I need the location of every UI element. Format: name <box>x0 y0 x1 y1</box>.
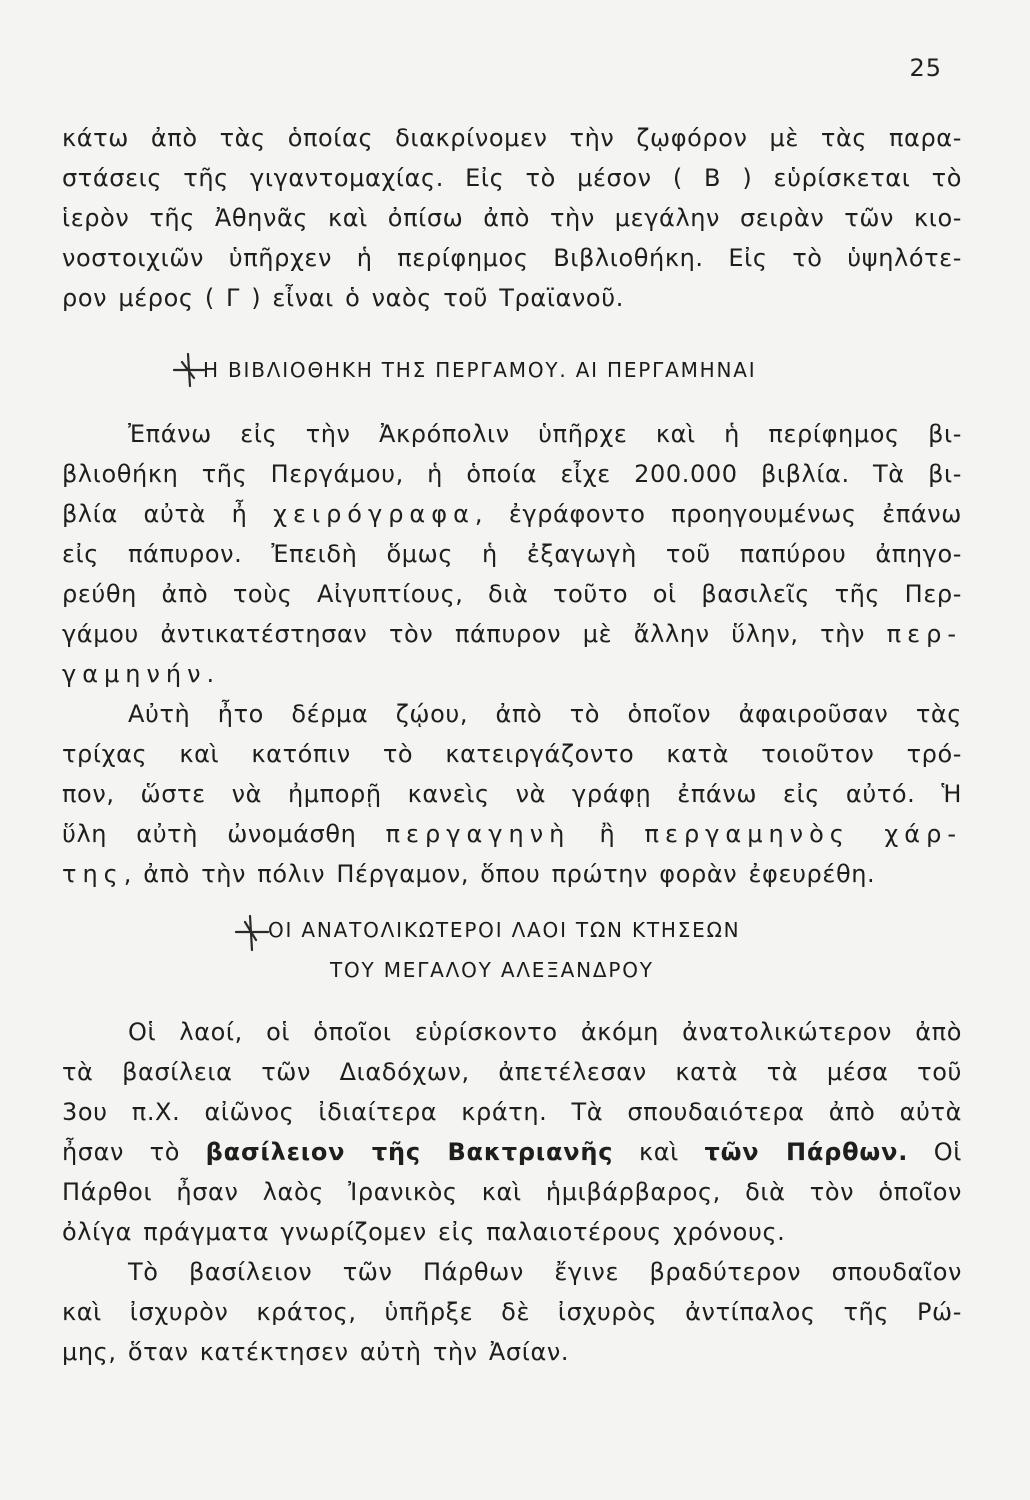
bold-term: τῶν Πάρθων. <box>704 1138 909 1166</box>
section-heading: ΤΟΥ ΜΕΓΑΛΟΥ ΑΛΕΞΑΝΔΡΟΥ <box>330 958 654 982</box>
text-line: νοστοιχιῶν ὑπῆρχεν ἡ περίφημος Βιβλιοθήκη. Εἰς τὸ ὑψηλότε- <box>62 244 962 272</box>
spaced-term: περγαγηνὴ <box>385 820 571 848</box>
text-line <box>62 856 962 892</box>
spaced-term: γαμηνήν <box>62 660 207 688</box>
text-line: Αὐτὴ ἦτο δέρμα ζῴου, ἀπὸ τὸ ὁποῖον ἀφαιροῦσαν τὰς <box>128 700 962 728</box>
text-run: . <box>206 660 215 688</box>
text-line: ρεύθη ἀπὸ τοὺς Αἰγυπτίους, διὰ τοῦτο οἱ βασιλεῖς τῆς Περ- <box>62 580 962 608</box>
text-run: βλία αὐτὰ ἦ <box>62 500 248 528</box>
text-run: ὕλη αὐτὴ ὠνομάσθη <box>62 820 357 848</box>
text-line <box>62 616 962 652</box>
section-heading: ΟΙ ΑΝΑΤΟΛΙΚΩΤΕΡΟΙ ΛΑΟΙ ΤΩΝ ΚΤΗΣΕΩΝ <box>268 918 741 942</box>
spaced-term: της <box>62 860 124 888</box>
text-run: Οἱ <box>933 1138 962 1166</box>
text-run: , ἐγράφοντο προηγουμένως ἐπάνω <box>474 500 962 528</box>
text-line: εἰς πάπυρον. Ἐπειδὴ ὅμως ἡ ἐξαγωγὴ τοῦ παπύρου ἀπηγο- <box>62 540 962 568</box>
text-line: κάτω ἀπὸ τὰς ὁποίας διακρίνομεν τὴν ζῳφόρον μὲ τὰς παρα- <box>62 124 962 152</box>
spaced-term: περγαμηνὸς χάρ- <box>644 820 963 848</box>
section-heading: Η ΒΙΒΛΙΟΘΗΚΗ ΤΗΣ ΠΕΡΓΑΜΟΥ. ΑΙ ΠΕΡΓΑΜΗΝΑΙ <box>203 358 757 382</box>
text-run: καὶ <box>638 1138 679 1166</box>
text-line: ὀλίγα πράγματα γνωρίζομεν εἰς παλαιοτέρους χρόνους. <box>62 1218 786 1246</box>
spaced-term: χειρόγραφα <box>273 500 475 528</box>
text-run: ἢ <box>599 820 616 848</box>
text-run: γάμου ἀντικατέστησαν τὸν πάπυρον μὲ ἄλλην ὕλην, τὴν <box>62 620 866 648</box>
text-line: μης, ὅταν κατέκτησεν αὐτὴ τὴν Ἀσίαν. <box>62 1338 570 1366</box>
text-run: , ἀπὸ τὴν πόλιν Πέργαμον, ὅπου πρώτην φορὰν ἐφευρέθη. <box>123 860 876 888</box>
spaced-term: περ- <box>886 620 962 648</box>
text-line: πον, ὥστε νὰ ἠμπορῇ κανεὶς νὰ γράφῃ ἐπάνω εἰς αὐτό. Ἡ <box>62 780 962 808</box>
text-run: ἦσαν τὸ <box>62 1138 181 1166</box>
text-line: στάσεις τῆς γιγαντομαχίας. Εἰς τὸ μέσον ( Β ) εὑρίσκεται τὸ <box>62 164 962 192</box>
bold-term: βασίλειον τῆς Βακτριανῆς <box>205 1138 614 1166</box>
text-line: Πάρθοι ἦσαν λαὸς Ἰρανικὸς καὶ ἡμιβάρβαρος, διὰ τὸν ὁποῖον <box>62 1178 962 1206</box>
text-line: τρίχας καὶ κατόπιν τὸ κατειργάζοντο κατὰ τοιοῦτον τρό- <box>62 740 962 768</box>
text-line <box>62 656 962 692</box>
text-line: Οἱ λαοί, οἱ ὁποῖοι εὑρίσκοντο ἀκόμη ἀνατολικώτερον ἀπὸ <box>128 1018 962 1046</box>
text-line: Ἐπάνω εἰς τὴν Ἀκρόπολιν ὑπῆρχε καὶ ἡ περίφημος βι- <box>128 420 962 448</box>
text-line: Τὸ βασίλειον τῶν Πάρθων ἔγινε βραδύτερον σπουδαῖον <box>128 1258 962 1286</box>
text-line: τὰ βασίλεια τῶν Διαδόχων, ἀπετέλεσαν κατὰ τὰ μέσα τοῦ <box>62 1058 962 1086</box>
text-line: ἱερὸν τῆς Ἀθηνᾶς καὶ ὀπίσω ἀπὸ τὴν μεγάλην σειρὰν τῶν κιο- <box>62 204 962 232</box>
text-line: ρον μέρος ( Γ ) εἶναι ὁ ναὸς τοῦ Τραϊανοῦ. <box>62 284 624 312</box>
pen-mark-icon <box>232 912 272 952</box>
text-line: βλιοθήκη τῆς Περγάμου, ἡ ὁποία εἶχε 200.000 βιβλία. Τὰ βι- <box>62 460 962 488</box>
page-number: 25 <box>909 54 942 82</box>
text-line <box>62 1134 962 1170</box>
pen-mark-icon <box>168 350 208 390</box>
text-line: καὶ ἰσχυρὸν κράτος, ὑπῆρξε δὲ ἰσχυρὸς ἀντίπαλος τῆς Ρώ- <box>62 1298 962 1326</box>
text-line <box>62 496 962 532</box>
text-line <box>62 816 962 852</box>
text-line: 3ου π.Χ. αἰῶνος ἰδιαίτερα κράτη. Τὰ σπουδαιότερα ἀπὸ αὐτὰ <box>62 1098 962 1126</box>
